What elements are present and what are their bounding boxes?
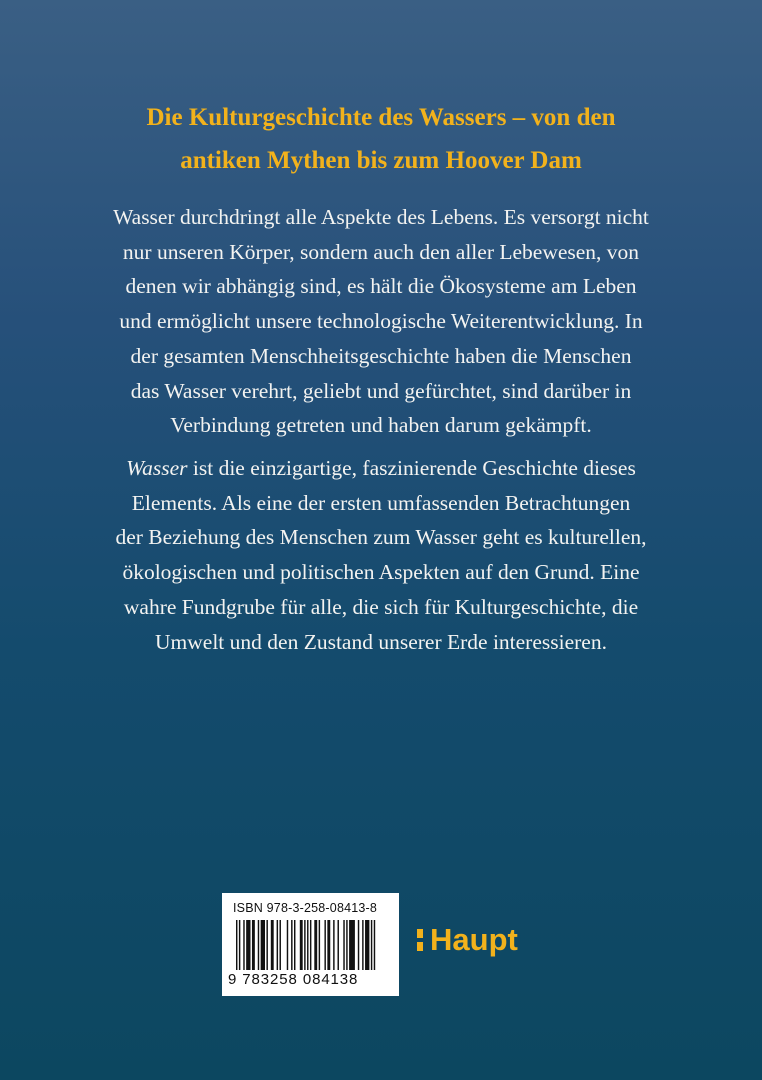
- text-line: Wasser durchdringt alle Aspekte des Lebens. Es versorgt nicht: [113, 205, 649, 229]
- text-line: nur unseren Körper, sondern auch den aller Lebewesen, von: [122, 239, 640, 264]
- publisher-name: Haupt: [430, 922, 518, 957]
- blurb-paragraph-1: [40, 200, 722, 443]
- publisher-logo: [417, 922, 518, 958]
- text-line: wahre Fundgrube für alle, die sich für Kulturgeschichte, die: [123, 594, 639, 619]
- text-line-rest: ist die einzigartige, faszinierende Geschichte dieses: [187, 456, 636, 480]
- text-line: denen wir abhängig sind, es hält die Ökosysteme am Leben: [125, 274, 637, 299]
- text-line: Umwelt und den Zustand unserer Erde interessieren.: [155, 629, 607, 654]
- text-line: ökologischen und politischen Aspekten auf den Grund. Eine: [122, 560, 640, 585]
- publisher-mark-icon: [417, 929, 423, 951]
- text-line: der Beziehung des Menschen zum Wasser geht es kulturellen,: [115, 525, 647, 550]
- headline-line: antiken Mythen bis zum Hoover Dam: [180, 147, 582, 174]
- blurb-paragraph-2: [40, 451, 722, 659]
- isbn-label: ISBN 978-3-258-08413-8: [233, 901, 378, 915]
- text-line: das Wasser verehrt, geliebt und gefürchtet, sind darüber in: [130, 378, 632, 403]
- ean-digits: 9 783258 084138: [228, 971, 359, 988]
- text-line: Verbindung getreten und haben darum gekämpft.: [170, 413, 592, 438]
- text-line: Elements. Als eine der ersten umfassenden Betrachtungen: [131, 490, 631, 515]
- headline-line: Die Kulturgeschichte des Wassers – von den: [146, 104, 616, 131]
- headline: [40, 96, 722, 182]
- barcode-bars: [236, 920, 386, 972]
- book-title-italic: Wasser: [126, 456, 188, 480]
- text-line: [40, 451, 722, 486]
- isbn-barcode: [222, 893, 399, 996]
- text-line: und ermöglicht unsere technologische Weiterentwicklung. In: [119, 309, 643, 334]
- text-line: der gesamten Menschheitsgeschichte haben die Menschen: [130, 343, 632, 368]
